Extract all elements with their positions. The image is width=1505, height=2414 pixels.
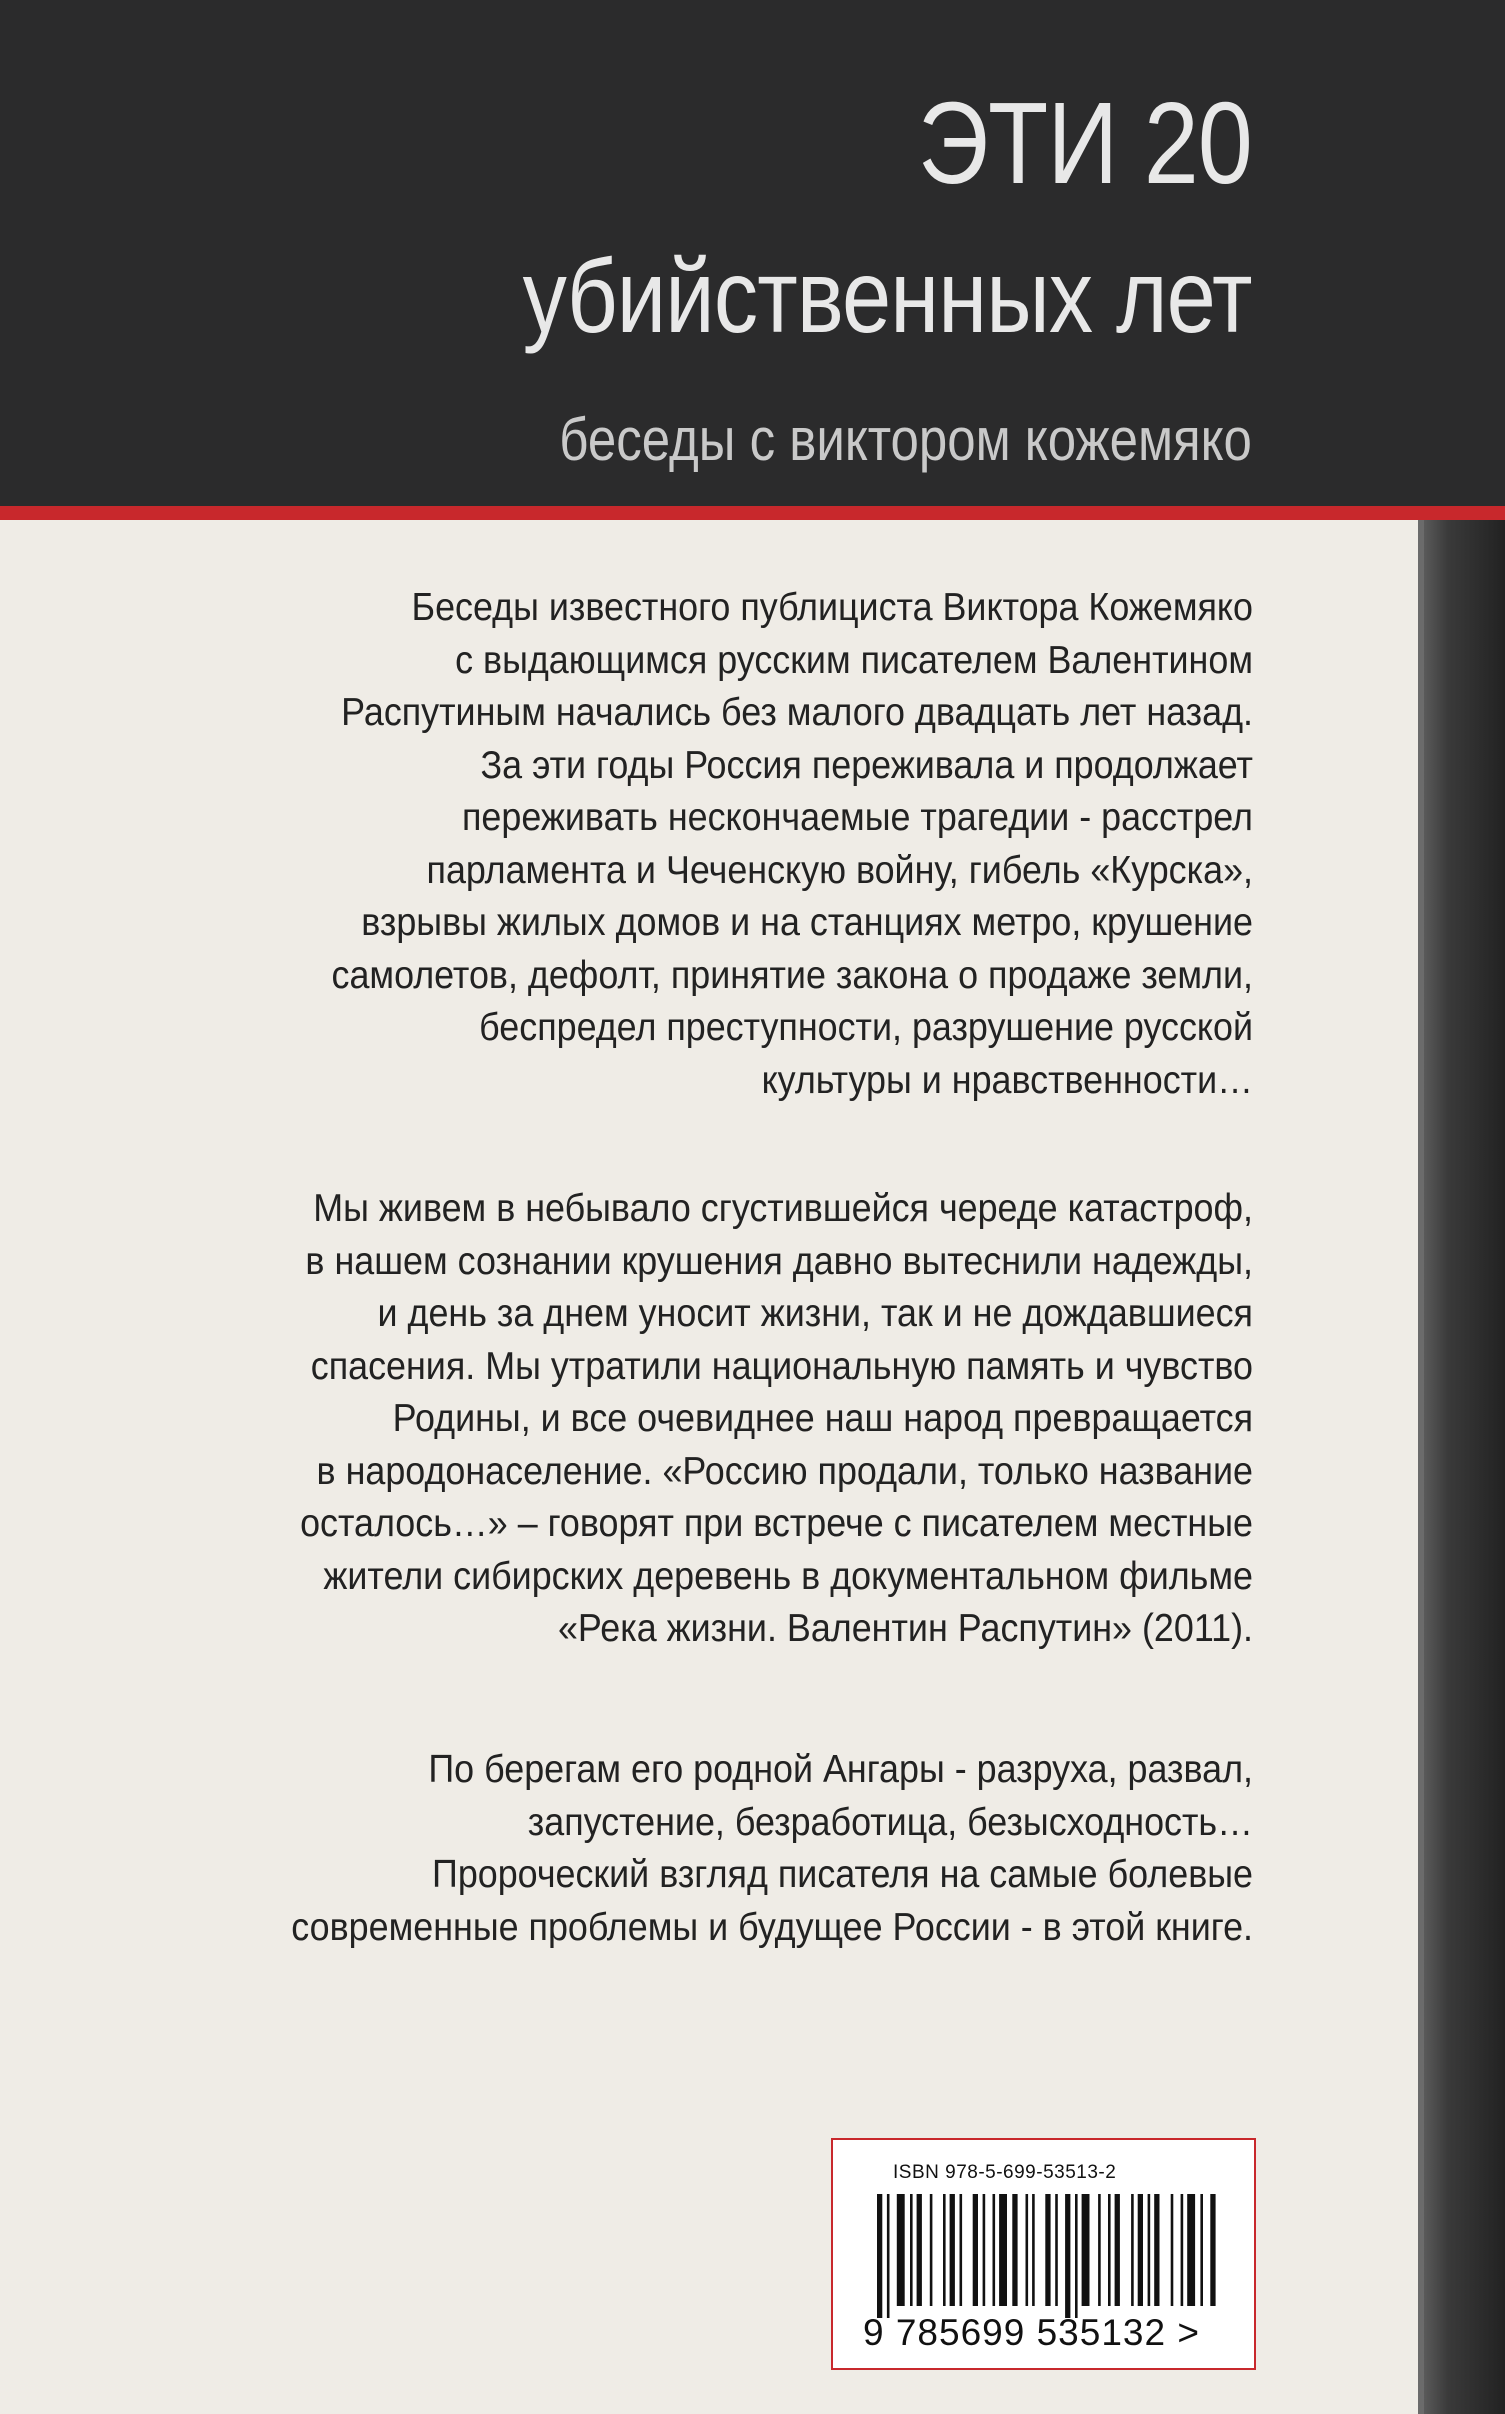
barcode-bar (943, 2194, 946, 2306)
barcode-icon (873, 2194, 1218, 2318)
text-line: культуры и нравственности… (761, 1058, 1253, 1102)
isbn-label: ISBN 978-5-699-53513-2 (893, 2162, 1117, 2183)
barcode-bar (999, 2194, 1007, 2306)
barcode-bar (1210, 2194, 1215, 2306)
barcode-bar (1148, 2194, 1151, 2306)
barcode-bar (1012, 2194, 1017, 2306)
text-line: Родины, и все очевиднее наш народ превращается (392, 1397, 1253, 1440)
text-line: парламента и Чеченскую войну, гибель «Курска», (426, 848, 1253, 892)
barcode-bar (1200, 2194, 1203, 2306)
text-line: самолетов, дефолт, принятие закона о продаже земли, (331, 953, 1253, 997)
text-line: в нашем сознании крушения давно вытеснили надежды, (305, 1239, 1254, 1283)
barcode-bar (1138, 2194, 1143, 2306)
barcode-bar (960, 2194, 963, 2306)
barcode-bar (1075, 2194, 1078, 2318)
text-line: с выдающимся русским писателем Валентином (455, 638, 1254, 682)
book-spine (1424, 520, 1505, 2414)
text-line: За эти годы Россия переживала и продолжает (480, 743, 1253, 787)
barcode-bar (1115, 2194, 1120, 2306)
barcode-bar (887, 2194, 890, 2318)
text-line: жители сибирских деревень в документальном фильме (323, 1554, 1253, 1598)
text-line: и день за днем уносит жизни, так и не дождавшиеся (377, 1292, 1253, 1335)
paragraph-3 (241, 1744, 1253, 1954)
text-line: спасения. Мы утратили национальную память и чувство (310, 1344, 1253, 1388)
text-line: Мы живем в небывало сгустившейся череде катастроф, (313, 1187, 1253, 1230)
barcode-bar (1131, 2194, 1134, 2306)
barcode-bar (1032, 2194, 1035, 2306)
text-line: современные проблемы и будущее России - в этой книге. (291, 1905, 1254, 1949)
text-line: переживать нескончаемые трагедии - расстрел (461, 796, 1253, 839)
text-line: в народонаселение. «Россию продали, только название (316, 1449, 1253, 1493)
cover-header (0, 0, 1505, 506)
barcode-bar (917, 2194, 922, 2306)
barcode-bar (1082, 2194, 1090, 2306)
barcode-bar (983, 2194, 986, 2306)
red-divider (0, 506, 1505, 520)
paragraph-2 (241, 1183, 1253, 1656)
barcode-bar (877, 2194, 882, 2318)
barcode-bar (1065, 2194, 1070, 2318)
text-line: Пророческий взгляд писателя на самые болевые (432, 1853, 1253, 1896)
barcode-digits: 9 785699 535132 > (863, 2312, 1200, 2353)
text-line: Беседы известного публициста Виктора Кожемяко (411, 586, 1253, 629)
text-line: осталось…» – говорят при встрече с писателем местные (300, 1502, 1253, 1545)
title-line-1: ЭТИ 20 (918, 78, 1252, 208)
barcode-bar (1026, 2194, 1029, 2306)
paragraph-1 (241, 582, 1253, 1107)
barcode-bar (993, 2194, 996, 2306)
barcode-bar (1055, 2194, 1058, 2306)
barcode-bar (910, 2194, 913, 2306)
cover-subtitle: беседы с виктором кожемяко (559, 406, 1252, 473)
barcode-bar (930, 2194, 933, 2306)
barcode-bar (1187, 2194, 1195, 2306)
barcode-bar (973, 2194, 978, 2306)
text-line: По берегам его родной Ангары - разруха, развал, (428, 1748, 1253, 1791)
text-line: беспредел преступности, разрушение русской (479, 1006, 1253, 1049)
text-line: запустение, безработица, безысходность… (527, 1800, 1253, 1844)
barcode-bar (1098, 2194, 1101, 2306)
text-line: Распутиным начались без малого двадцать лет назад. (341, 691, 1253, 734)
text-line: взрывы жилых домов и на станциях метро, крушение (361, 901, 1253, 944)
barcode-bar (1045, 2194, 1050, 2306)
barcode-bar (1108, 2194, 1111, 2306)
barcode-bar (1171, 2194, 1174, 2306)
barcode-bar (1154, 2194, 1159, 2306)
barcode-bar (950, 2194, 955, 2306)
barcode-bar (1181, 2194, 1184, 2306)
barcode-bar (897, 2194, 905, 2306)
barcode-box (831, 2138, 1256, 2370)
title-line-2: убийственных лет (522, 239, 1252, 355)
text-line: «Река жизни. Валентин Распутин» (2011). (557, 1607, 1253, 1650)
